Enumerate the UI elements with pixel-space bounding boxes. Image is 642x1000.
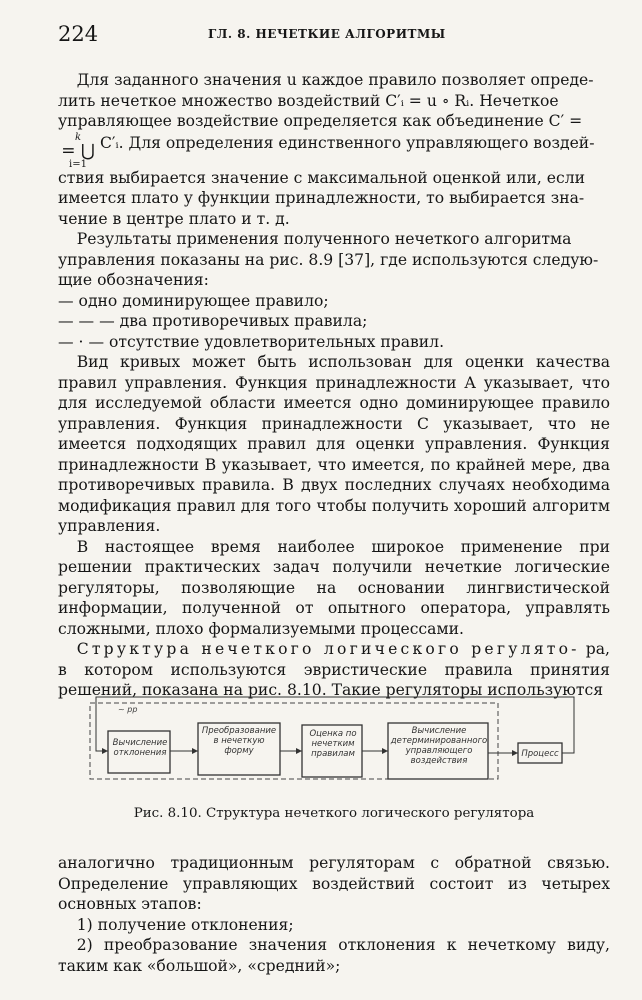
list-item-2: 2) преобразование значения отклонения к нечеткому виду, таким как «большой», «средний»; (58, 936, 610, 975)
spaced-phrase: Структура нечеткого логического регулято- (76, 640, 580, 658)
page-header (58, 22, 618, 50)
p2-line-2: управления показаны на рис. 8.9 [37], где используются следую- (58, 250, 599, 269)
running-head: ГЛ. 8. НЕЧЕТКИЕ АЛГОРИТМЫ (208, 27, 446, 41)
arrowhead-2 (296, 748, 302, 754)
union-operator (58, 132, 98, 170)
arrowhead-1 (192, 748, 198, 754)
union-lower-limit: i=1 (69, 158, 87, 170)
p1-line-1: Для заданного значения u каждое правило позволяет опреде- (76, 71, 594, 89)
box1-label: Вычисление отклонения (112, 738, 168, 758)
figure-8-10 (58, 693, 610, 833)
p1-line-4: C′ᵢ. Для определения единственного управляющего воздей- (100, 133, 595, 152)
paragraph-6: аналогично традиционным регуляторам с обратной связью. Определение управляющих воздействий состоит из четырех основных этапов: (58, 854, 610, 913)
feedback-label: ~ рр (118, 705, 138, 714)
box3-label: Оценка по нечетким правилам (309, 729, 357, 759)
union-formula (58, 132, 610, 168)
paragraph-5-rest: ра, в котором используются эвристические правила принятия решений, показана на рис. 8.10. Такие регуляторы используются (58, 640, 610, 699)
p1-line-2: лить нечеткое множество воздействий C′ᵢ = u ∘ Rᵢ. Нечеткое (58, 91, 559, 110)
paragraph-3: Вид кривых может быть использован для оценки качества правил управления. Функция принадлежности A указывает, что для исследуемой области имеется одно доминирующее правило управления. Функция принадлежности C указывает, что не имеется подходящих правил для оценки управления. Функция принадлежности B указывает, что имеется, по крайней мере, два противоречивых правила. В двух последних случаях необходима модификация правил для того чтобы получить хороший алгоритм управления. (58, 353, 610, 535)
legend-item-2: — — — два противоречивых правила; (58, 312, 368, 330)
paragraph-4: В настоящее время наиболее широкое применение при решении практических задач получили нечеткие логические регуляторы, позволяющие на основании лингвистической информации, полученной от опытного оператора, управлять сложными, плохо формализуемыми процессами. (58, 537, 610, 638)
union-upper-limit: k (74, 131, 82, 143)
p1-line-6: имеется плато у функции принадлежности, то выбирается зна- (58, 189, 585, 207)
paragraph-5 (58, 639, 610, 701)
p2-line-1: Результаты применения полученного нечеткого алгоритма (76, 230, 572, 248)
legend-item-1: — одно доминирующее правило; (58, 291, 329, 310)
p1-line-7: чение в центре плато и т. д. (58, 209, 290, 228)
box4-label: Вычисление детерминированного управляющего воздействия (390, 726, 488, 766)
figure-caption: Рис. 8.10. Структура нечеткого логического регулятора (133, 806, 535, 821)
legend-item-3: — · — отсутствие удовлетворительных правил. (58, 332, 445, 351)
continued-text (58, 853, 610, 976)
p1-line-3: управляющее воздействие определяется как объединение C′ = (58, 112, 583, 130)
p1-line-5: ствия выбирается значение с максимальной оценкой или, если (58, 168, 585, 187)
box5-label: Процесс (521, 749, 559, 759)
box2-label: Преобразование в нечеткую форму (201, 726, 277, 756)
union-symbol: = ⋃ (61, 140, 95, 161)
main-text (58, 70, 610, 701)
arrowhead-3 (382, 748, 388, 754)
arrowhead-feedback (102, 748, 108, 754)
arrowhead-4 (512, 750, 518, 756)
p2-line-3: щие обозначения: (58, 271, 209, 289)
list-item-1: 1) получение отклонения; (76, 915, 294, 934)
page-number: 224 (58, 22, 99, 46)
